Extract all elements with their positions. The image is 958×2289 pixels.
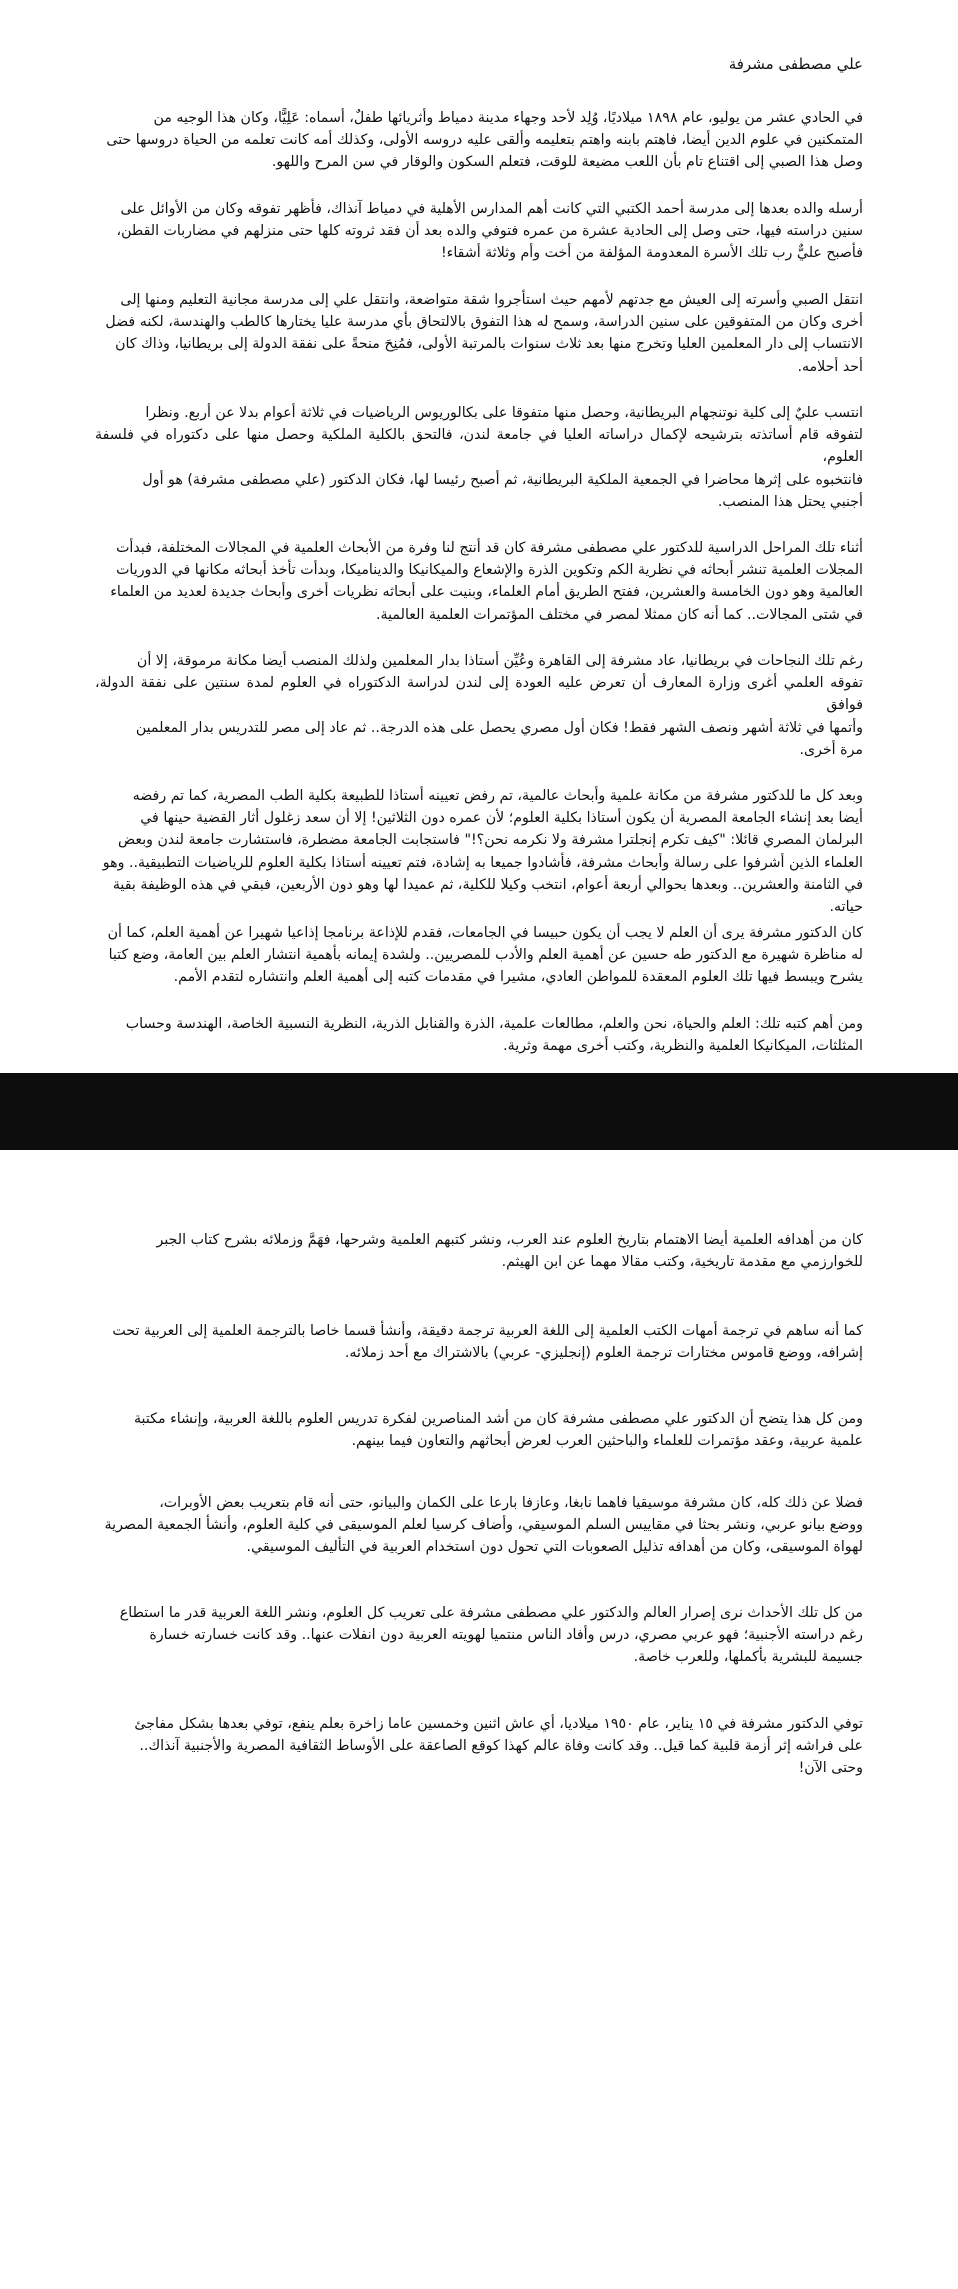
paragraph-university: وبعد كل ما للدكتور مشرفة من مكانة علمية وأبحاث عالمية، تم رفض تعيينه أستاذا للطبيعة بكلية الطب المصرية، كما تم رفضه أيضا بعد إنشاء الجامعة المصرية أن يكون أستاذا بكلية العلوم؛ لأن عمره دون الثلاثين! إلا أن سعد زغلول أثار القضية حينها في البرلمان المصري قائلا: "كيف تكرم إنجلترا مشرفة ولا نكرمه نحن؟!" فاستجابت الجامعة مضطرة، فاستشارت جامعة لندن وبعض العلماء الذين أشرفوا على رسالة وأبحاث مشرفة، فأشادوا جميعا به إشادة، فتم تعيينه أستاذا بكلية العلوم للرياضيات التطبيقية.. وهو في الثامنة والعشرين.. وبعدها بحوالي أربعة أعوام، انتخب وكيلا للكلية، ثم عميدا لها وهو دون الأربعين، فبقي في هذه الوظيفة بقية حياته. <box>102 788 863 916</box>
paragraph-death: توفي الدكتور مشرفة في ١٥ يناير، عام ١٩٥٠ ميلاديا، أي عاش اثنين وخمسين عاما زاخرة بعلم ينفع، توفي بعدها بشكل مفاجئ على فراشه إثر أزمة قلبية كما قيل.. وقد كانت وفاة عالم كهذا كوقع الصاعقة على الأوساط الثقافية المصرية والأجنبية آنذاك.. وحتى الآن! <box>134 1716 863 1777</box>
paragraph-research: أثناء تلك المراحل الدراسية للدكتور علي مصطفى مشرفة كان قد أنتج لنا وفرة من الأبحاث العلمية في المجالات المختلفة، فبدأت المجلات العلمية تنشر أبحاثه في نظرية الكم وتكوين الذرة والإشعاع والميكانيكا والديناميكا، وبدأت تأخذ أبحاثه مكانها في الدوريات العالمية وهو دون الخامسة والعشرين، ففتح الطريق أمام العلماء، وبنيت على أبحاثه نظريات أخرى وأبحاث جديدة لعديد من العلماء في شتى المجالات.. كما أنه كان ممثلا لمصر في مختلف المؤتمرات العلمية العالمية. <box>110 540 863 623</box>
document-page-2 <box>0 1150 958 2289</box>
page-separator <box>0 1073 958 1150</box>
paragraph-teachers-college: انتقل الصبي وأسرته إلى العيش مع جدتهم لأمهم حيث استأجروا شقة متواضعة، وانتقل علي إلى مدرسة مجانية التعليم ومنها إلى أخرى وكان من المتفوقين على سنين الدراسة، وسمح له هذا التفوق بالالتحاق بأي مدرسة عليا يختارها كالطب والهندسة، لكنه فضل الانتساب إلى دار المعلمين العليا وتخرج منها بعد ثلاث سنوات بالمرتبة الأولى، فمُنِحَ منحةً على نفقة الدولة إلى بريطانيا، وذاك كان أحد أحلامه. <box>105 292 863 375</box>
paragraph-doctorate: رغم تلك النجاحات في بريطانيا، عاد مشرفة إلى القاهرة وعُيِّن أستاذا بدار المعلمين ولذلك المنصب أيضا مكانة مرموقة، إلا أن تفوقه العلمي أغرى وزارة المعارف أن تعرض عليه العودة إلى لندن لدراسة الدكتوراه في العلوم لمدة سنتين على نفقة الدولة، فوافق وأتمها في ثلاثة أشهر ونصف الشهر فقط! فكان أول مصري يحصل على هذه الدرجة.. ثم عاد إلى مصر للتدريس بدار المعلمين مرة أخرى. <box>95 653 863 758</box>
paragraph-birth: في الحادي عشر من يوليو، عام ١٨٩٨ ميلاديًا، وُلِد لأحد وجهاء مدينة دمياط وأثريائها طفلٌ، أسماه: عَلِيًّا، وكان هذا الوجيه من المتمكنين في علوم الدين أيضا، فاهتم بابنه واهتم بتعليمه وألقى عليه دروسه الأولى، وكذلك أمه كانت تعلمه من الحياة دروسها حتى وصل هذا الصبي إلى اقتناع تام بأن اللعب مضيعة للوقت، فتعلم السكون والوقار في سن المرح واللهو. <box>106 110 863 171</box>
paragraph-school: أرسله والده بعدها إلى مدرسة أحمد الكتبي التي كانت أهم المدارس الأهلية في دمياط آنذاك، فأظهر تفوقه وكان من الأوائل على سنين دراسته فيها، حتى وصل إلى الحادية عشرة من عمره فتوفي والده بعد أن فقد ثروته كلها حتى منزلهم في مضاربات القطن، فأصبح عليٌّ رب تلك الأسرة المعدومة المؤلفة من أخت وأم وثلاثة أشقاء! <box>116 201 863 262</box>
document-title: علي مصطفى مشرفة <box>728 55 863 73</box>
paragraph-music: فضلا عن ذلك كله، كان مشرفة موسيقيا فاهما نابغا، وعازفا بارعا على الكمان والبيانو، حتى أنه قام بتعريب بعض الأوبرات، ووضع بيانو عربي، ونشر بحثا في مقاييس السلم الموسيقي، وأضاف كرسيا لعلم الموسيقى في كلية العلوم، وأنشأ الجمعية المصرية لهواة الموسيقى، وكان من أهدافه تذليل الصعوبات التي تحول دون استخدام العربية في التأليف الموسيقي. <box>104 1495 863 1556</box>
document-page-1 <box>0 0 958 1073</box>
paragraph-science-popularization: كان الدكتور مشرفة يرى أن العلم لا يجب أن يكون حبيسا في الجامعات، فقدم للإذاعة برنامجا إذاعيا شهيرا عن أهمية العلم، كما أن له مناظرة شهيرة مع الدكتور طه حسين عن أهمية العلم والأدب للمصريين.. ولشدة إيمانه بأهمية انتشار العلم بين العامة، وضع كتبا يشرح ويبسط فيها تلك العلوم المعقدة للمواطن العادي، مشيرا في مقدمات كتبه إلى أهمية العلم وانتشاره لتقدم الأمم. <box>107 925 863 986</box>
paragraph-arab-history: كان من أهدافه العلمية أيضا الاهتمام بتاريخ العلوم عند العرب، ونشر كتبهم العلمية وشرحها، فهَمَّ وزملائه بشرح كتاب الجبر للخوارزمي مع مقدمة تاريخية، وكتب مقالا مهما عن ابن الهيثم. <box>156 1232 863 1271</box>
paragraph-arabic-teaching: ومن كل هذا يتضح أن الدكتور علي مصطفى مشرفة كان من أشد المناصرين لفكرة تدريس العلوم باللغة العربية، وإنشاء مكتبة علمية عربية، وعقد مؤتمرات للعلماء والباحثين العرب لعرض أبحاثهم والتعاون فيما بينهم. <box>133 1411 863 1450</box>
paragraph-arabization: من كل تلك الأحداث نرى إصرار العالم والدكتور علي مصطفى مشرفة على تعريب كل العلوم، ونشر اللغة العربية قدر ما استطاع رغم دراسته الأجنبية؛ فهو عربي مصري، درس وأفاد الناس منتميا لهويته العربية دون انفلات عنها.. وقد كانت خسارته خسارة جسيمة للبشرية بأكملها، وللعرب خاصة. <box>119 1605 863 1666</box>
paragraph-nottingham: انتسب عليٌ إلى كلية نوتنجهام البريطانية، وحصل منها متفوقا على بكالوريوس الرياضيات في ثلاثة أعوام بدلا عن أربع. ونظرا لتفوقه قام أساتذته بترشيحه لإكمال دراساته العليا في جامعة لندن، فالتحق بالكلية الملكية وحصل منها على دكتوراه في فلسفة العلوم، فانتخبوه على إثرها محاضرا في الجمعية الملكية البريطانية، ثم أصبح رئيسا لها، فكان الدكتور (علي مصطفى مشرفة) هو أول أجنبي يحتل هذا المنصب. <box>95 405 863 510</box>
paragraph-books: ومن أهم كتبه تلك: العلم والحياة، نحن والعلم، مطالعات علمية، الذرة والقنابل الذرية، النظرية النسبية الخاصة، الهندسة وحساب المثلثات، الميكانيكا العلمية والنظرية، وكتب أخرى مهمة وثرية. <box>125 1016 863 1055</box>
paragraph-translation: كما أنه ساهم في ترجمة أمهات الكتب العلمية إلى اللغة العربية ترجمة دقيقة، وأنشأ قسما خاصا بالترجمة العلمية إلى العربية تحت إشرافه، ووضع قاموس مختارات ترجمة العلوم (إنجليزي- عربي) بالاشتراك مع أحد زملائه. <box>112 1323 863 1362</box>
